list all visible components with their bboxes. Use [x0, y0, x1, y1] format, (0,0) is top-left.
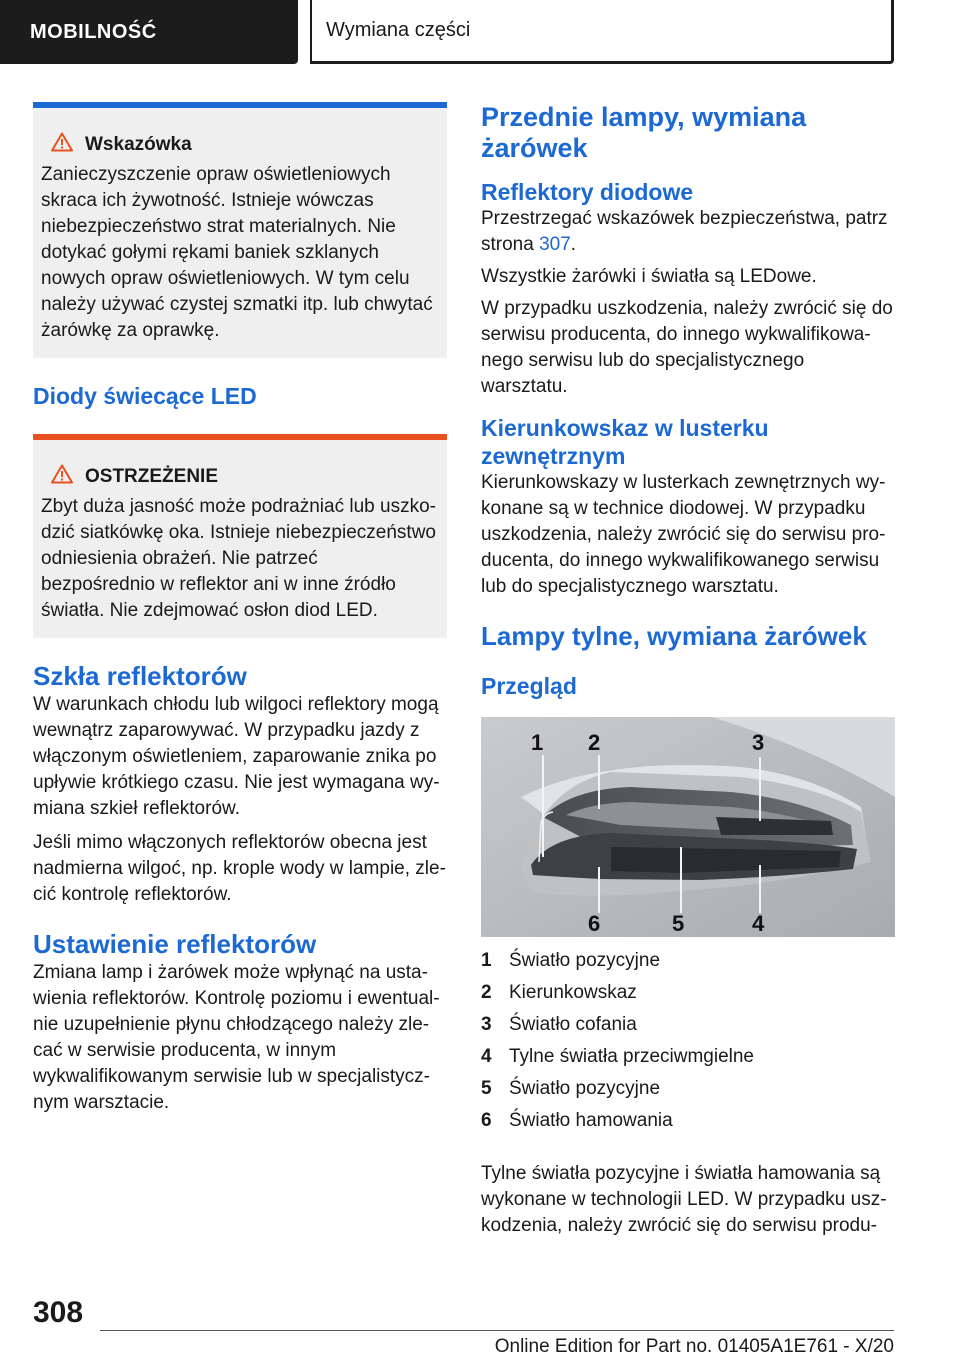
- rear-heading: Lampy tylne, wymiana żarówek: [481, 621, 867, 651]
- warning-box: [33, 434, 447, 638]
- legend-label: Światło pozycyjne: [509, 950, 661, 971]
- main-heading: Przednie lampy, wymiana żarówek: [481, 102, 807, 163]
- header-chapter-tab: Wymiana części: [310, 0, 894, 64]
- note-box: [33, 102, 447, 358]
- rear-lamp-figure: [481, 717, 895, 937]
- legend-number: 4: [481, 1046, 492, 1067]
- mirror-heading: Kierunkowskaz w lusterku zewnętrznym: [481, 415, 769, 469]
- glass-heading: Szkła reflektorów: [33, 661, 247, 691]
- figure-label-2: 2: [588, 730, 601, 755]
- figure-label-3: 3: [752, 730, 765, 755]
- legend-label: Światło hamowania: [509, 1110, 673, 1131]
- legend-list: [481, 945, 895, 1137]
- warning-title: OSTRZEŻENIE: [85, 466, 219, 487]
- warning-triangle-icon: [51, 132, 73, 158]
- glass-paragraph-1: W warunkach chłodu lub wilgoci reflektory mogą wewnątrz zaparowywać. W przypadku jazdy z włączonym oświetleniem, zaparowanie znika po upływie krótkiego czasu. Nie jest wymagana wymiana szkieł reflektorów.: [33, 694, 440, 819]
- legend-number: 6: [481, 1110, 492, 1131]
- legend-item: [481, 1009, 895, 1041]
- mirror-paragraph: Kierunkowskazy w lusterkach zewnętrznych wykonane są w technice diodowej. W przypadku uszkodzenia, należy zwrócić się do serwisu producenta, do innego wykwalifikowanego serwisu lub do specjalistycznego warsztatu.: [481, 472, 886, 597]
- diode-paragraph-3: W przypadku uszkodzenia, należy zwrócić się do serwisu producenta, do innego wykwalifikowanego serwisu lub do specjalistycznego warsztatu.: [481, 298, 893, 397]
- legend-item: [481, 1105, 895, 1137]
- led-heading: Diody świecące LED: [33, 383, 257, 409]
- figure-label-4: 4: [752, 911, 765, 936]
- legend-item: [481, 977, 895, 1009]
- legend-label: Światło cofania: [509, 1014, 637, 1035]
- diode-text-a: Przestrzegać wskazówek bezpieczeństwa, patrz strona: [481, 208, 888, 255]
- legend-label: Światło pozycyjne: [509, 1078, 661, 1099]
- legend-label: Tylne światła przeciwmgielne: [509, 1046, 754, 1067]
- figure-label-5: 5: [672, 911, 685, 936]
- figure-label-1: 1: [531, 730, 544, 755]
- warning-text: Zbyt duża jasność może podrażniać lub uszkodzić siatkówkę oka. Istnieje niebezpieczeństwo odniesienia obrażeń. Nie patrzeć bezpośrednio w reflektor ani w inne źródło światła. Nie zdejmować osłon diod LED.: [41, 496, 436, 621]
- diode-paragraph-1: [481, 206, 895, 258]
- closing-paragraph: Tylne światła pozycyjne i światła hamowania są wykonane w technologii LED. W przypadku uszkodzenia, należy zwrócić się do serwisu produ-: [481, 1163, 887, 1236]
- warning-title-row: [41, 464, 437, 490]
- warning-triangle-icon: [51, 464, 73, 490]
- note-text: Zanieczyszczenie opraw oświetleniowych skraca ich żywotność. Istnieje wówczas niebezpieczeństwo strat materialnych. Nie dotykać gołymi rękami baniek szklanych nowych opraw oświetleniowych. W tym celu należy używać czystej szmatki itp. lub chwytać żarówkę za oprawkę.: [41, 164, 433, 341]
- left-column: [33, 102, 447, 1116]
- header-section-tab: MOBILNOŚĆ: [0, 0, 298, 64]
- diode-heading: Reflektory diodowe: [481, 179, 694, 205]
- overview-heading: Przegląd: [481, 673, 577, 699]
- legend-item: [481, 1073, 895, 1105]
- legend-number: 2: [481, 982, 492, 1003]
- figure-label-6: 6: [588, 911, 601, 936]
- page-reference-link[interactable]: 307: [539, 234, 571, 255]
- legend-number: 3: [481, 1014, 492, 1035]
- adjust-paragraph: Zmiana lamp i żarówek może wpłynąć na ustawienia reflektorów. Kontrolę poziomu i ewentualnie uzupełnienie płynu chłodzącego należy zlecać w serwisie producenta, w innym wykwalifikowanym serwisie lub w specjalistycznym warsztacie.: [33, 962, 440, 1113]
- page-number: 308: [33, 1296, 84, 1329]
- legend-item: [481, 945, 895, 977]
- legend-item: [481, 1041, 895, 1073]
- glass-paragraph-2: Jeśli mimo włączonych reflektorów obecna jest nadmierna wilgoć, np. krople wody w lampie, zlecić kontrolę reflektorów.: [33, 832, 446, 905]
- legend-number: 5: [481, 1078, 492, 1099]
- right-column: [481, 102, 895, 1239]
- footer-divider: [100, 1330, 894, 1331]
- note-title-row: [41, 132, 437, 158]
- footer-edition: Online Edition for Part no. 01405A1E761 - X/20: [494, 1336, 894, 1357]
- legend-number: 1: [481, 950, 492, 971]
- diode-text-b: .: [570, 234, 577, 255]
- adjust-heading: Ustawienie reflektorów: [33, 929, 317, 959]
- legend-label: Kierunkowskaz: [509, 982, 637, 1003]
- note-title: Wskazówka: [85, 134, 192, 155]
- diode-paragraph-2: Wszystkie żarówki i światła są LEDowe.: [481, 266, 817, 287]
- rear-lamp-illustration: [481, 717, 895, 937]
